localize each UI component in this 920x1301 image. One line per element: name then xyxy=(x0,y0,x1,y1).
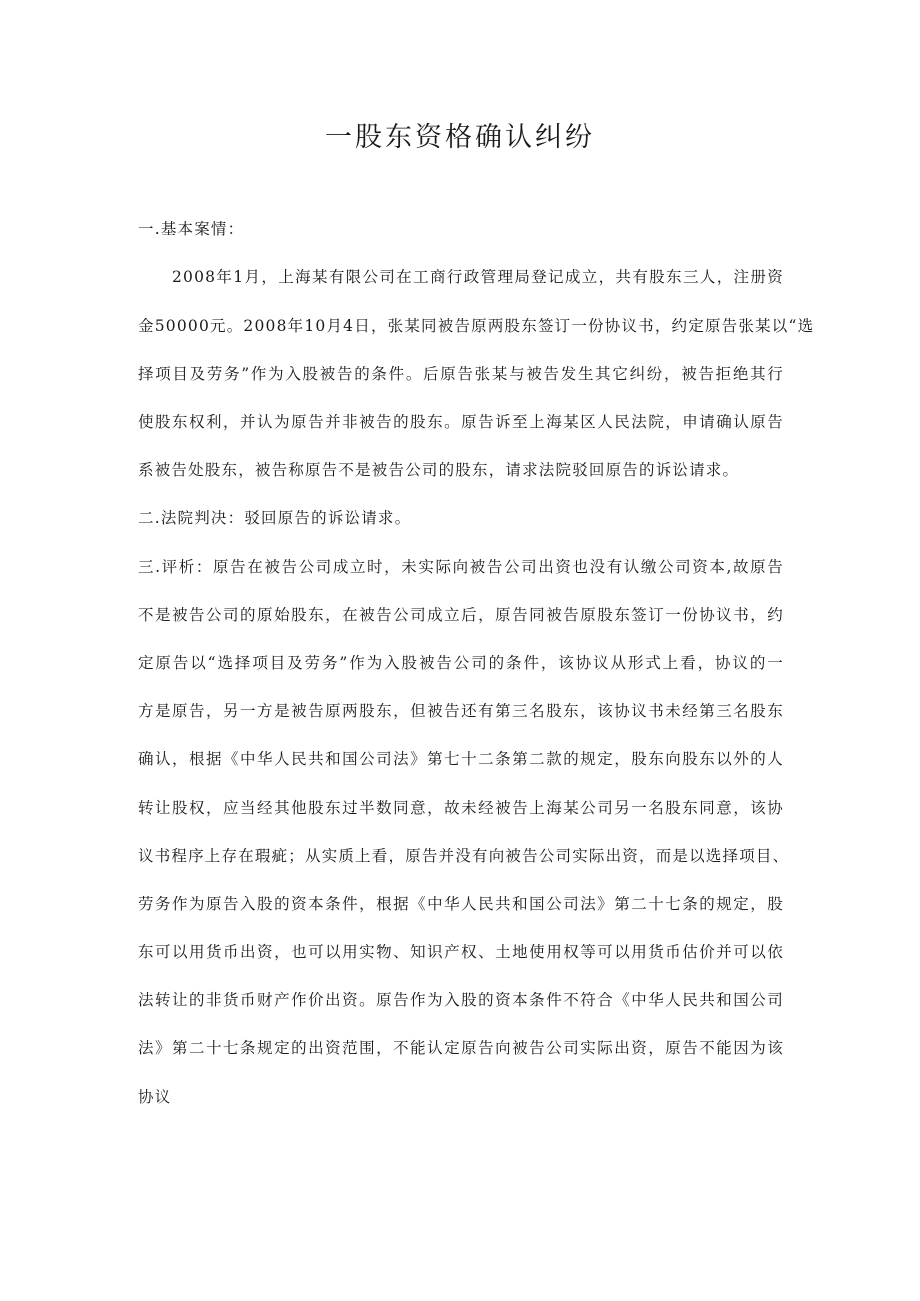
body-line: 定原告以“选择项目及劳务”作为入股被告公司的条件，该协议从形式上看，协议的一 xyxy=(138,654,784,672)
body-line: 使股东权利，并认为原告并非被告的股东。原告诉至上海某区人民法院，申请确认原告 xyxy=(138,413,784,431)
body-line: 金50000元。2008年10月4日，张某同被告原两股东签订一份协议书，约定原告张某以“选 xyxy=(138,317,815,335)
body-line: 不是被告公司的原始股东，在被告公司成立后，原告同被告原股东签订一份协议书，约 xyxy=(138,606,784,624)
section-heading-commentary: 三.评析：原告在被告公司成立时，未实际向被告公司出资也没有认缴公司资本,故原告 xyxy=(138,558,784,576)
body-line: 劳务作为原告入股的资本条件，根据《中华人民共和国公司法》第二十七条的规定，股 xyxy=(138,895,784,913)
body-line: 方是原告，另一方是被告原两股东，但被告还有第三名股东，该协议书未经第三名股东 xyxy=(138,702,784,720)
body-line: 法》第二十七条规定的出资范围，不能认定原告向被告公司实际出资，原告不能因为该 xyxy=(138,1039,784,1057)
body-line: 东可以用货币出资，也可以用实物、知识产权、土地使用权等可以用货币估价并可以依 xyxy=(138,943,784,961)
body-line: 转让股权，应当经其他股东过半数同意，故未经被告上海某公司另一名股东同意，该协 xyxy=(138,799,784,817)
document-title: 一股东资格确认纠纷 xyxy=(325,122,595,153)
body-line: 确认，根据《中华人民共和国公司法》第七十二条第二款的规定，股东向股东以外的人 xyxy=(138,750,784,768)
section-heading-court-judgment: 二.法院判决：驳回原告的诉讼请求。 xyxy=(138,509,412,527)
body-line: 系被告处股东，被告称原告不是被告公司的股东，请求法院驳回原告的诉讼请求。 xyxy=(138,461,740,479)
body-line: 择项目及劳务”作为入股被告的条件。后原告张某与被告发生其它纠纷，被告拒绝其行 xyxy=(138,365,784,383)
section-heading-basic-facts: 一.基本案情： xyxy=(138,220,245,238)
body-line: 议书程序上存在瑕疵；从实质上看，原告并没有向被告公司实际出资，而是以选择项目、 xyxy=(138,847,790,865)
body-line: 2008年1月，上海某有限公司在工商行政管理局登记成立，共有股东三人，注册资 xyxy=(172,268,784,286)
body-line: 法转让的非货币财产作价出资。原告作为入股的资本条件不符合《中华人民共和国公司 xyxy=(138,991,784,1009)
body-line: 协议 xyxy=(138,1088,172,1106)
